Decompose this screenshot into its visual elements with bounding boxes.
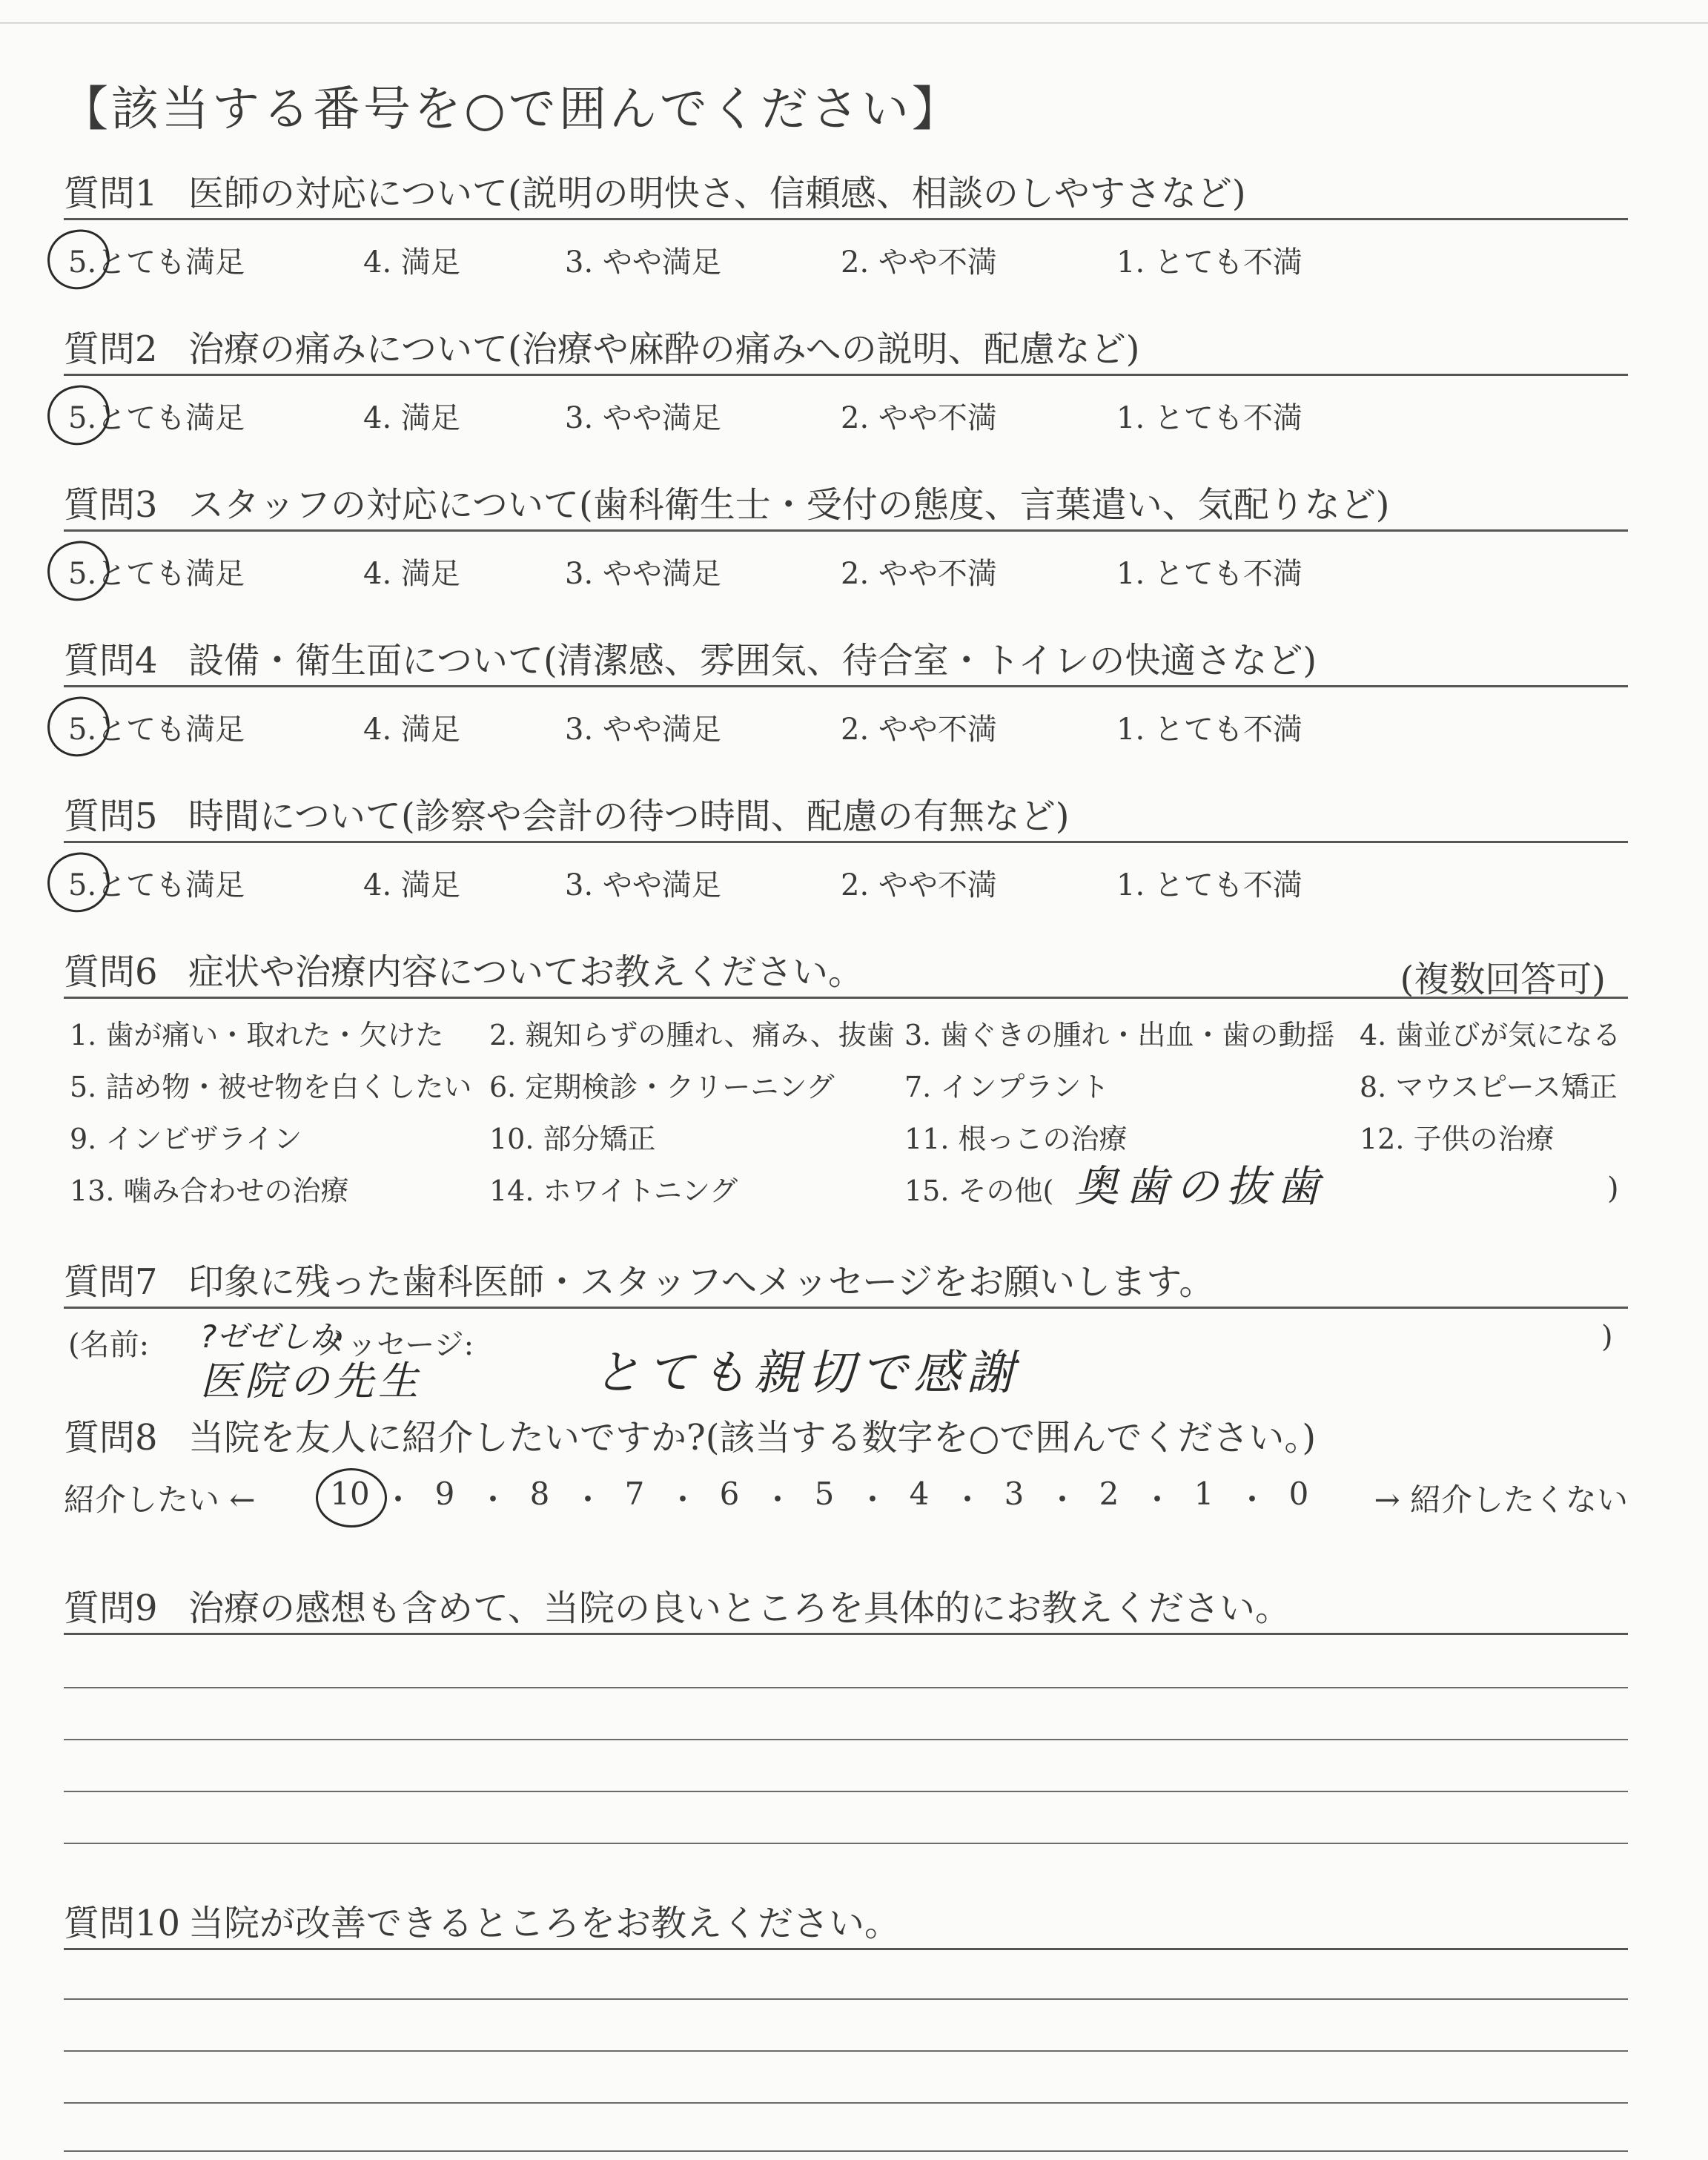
rating-option-2[interactable]: 2. やや不満 [841,245,997,280]
question-2 [64,328,1628,376]
scale-value-0[interactable]: 0 [1288,1476,1309,1512]
multiple-answers-note: (複数回答可) [1400,959,1606,1000]
message-handwritten: とても親切で感謝 [593,1346,1020,1401]
rating-option-5[interactable] [68,862,245,904]
rating-option-5[interactable] [68,550,245,592]
scale-value-3[interactable]: 3 [1004,1476,1025,1512]
question-7 [64,1261,1628,1309]
question-6 [64,951,1628,999]
rating-option-2[interactable]: 2. やや不満 [841,401,997,435]
question-9-title [64,1587,1628,1633]
question-1 [64,172,1628,220]
rating-option-5[interactable] [68,706,245,748]
question-8 [64,1416,1628,1462]
scale-value-8[interactable]: 8 [529,1476,550,1512]
scale-value-10[interactable]: 10 [330,1476,370,1512]
checklist-item-12[interactable]: 12. 子供の治療 [1360,1123,1555,1155]
answer-line[interactable] [64,2150,1628,2152]
question-number: 質問7 [64,1261,158,1303]
rating-options [64,394,1398,439]
rating-option-4[interactable]: 4. 満足 [363,868,460,902]
answer-line[interactable] [64,2102,1628,2104]
other-handwritten-answer: 奥歯の抜歯 [1075,1161,1328,1212]
scale-separator: ・ [1237,1482,1268,1518]
top-rule [0,22,1708,24]
checklist-item-4[interactable]: 4. 歯並びが気になる [1360,1019,1621,1051]
question-7-title [64,1261,1628,1307]
rating-option-5[interactable] [68,239,245,281]
question-4 [64,639,1628,687]
rating-option-5[interactable] [68,394,245,437]
checklist-item-11[interactable]: 11. 根っこの治療 [904,1123,1128,1155]
question-5 [64,795,1628,843]
question-number: 質問8 [64,1417,158,1459]
scale-separator: ・ [572,1482,604,1518]
rating-options [64,239,1398,283]
checklist-item-6[interactable]: 6. 定期検診・クリーニング [489,1071,835,1103]
referral-scale [64,1476,1628,1527]
question-5-title [64,795,1628,841]
rating-option-2[interactable]: 2. やや不満 [841,557,997,591]
question-text: 症状や治療内容についてお教えください。 [188,951,864,993]
scale-separator: ・ [857,1482,889,1518]
question-number: 質問9 [64,1588,158,1629]
other-close-paren: ) [1607,1172,1619,1206]
question-number: 質問4 [64,640,158,681]
question-number: 質問3 [64,484,158,526]
checklist-item-14[interactable]: 14. ホワイトニング [489,1175,738,1207]
rating-option-4[interactable]: 4. 満足 [363,245,460,280]
scale-value-2[interactable]: 2 [1099,1476,1119,1512]
question-text: 当院が改善できるところをお教えください。 [188,1903,901,1944]
answer-line[interactable] [64,1791,1628,1792]
question-1-title [64,172,1628,218]
question-text: 治療の痛みについて(治療や麻酔の痛みへの説明、配慮など) [188,328,1140,370]
rating-option-label: 5.とても満足 [68,713,245,747]
question-text: 治療の感想も含めて、当院の良いところを具体的にお教えください。 [188,1588,1291,1629]
question-6-title [64,951,1628,997]
question-9 [64,1587,1628,1635]
rating-options [64,706,1398,750]
rating-option-4[interactable]: 4. 満足 [363,401,460,435]
question-8-title [64,1416,1628,1462]
rating-option-1[interactable]: 1. とても不満 [1116,557,1302,591]
message-close-paren: ) [1601,1320,1613,1354]
question-text: 時間について(診察や会計の待つ時間、配慮の有無など) [188,796,1070,837]
question-number: 質問2 [64,328,158,370]
checklist-item-13[interactable]: 13. 噛み合わせの治療 [70,1175,349,1207]
rating-option-3[interactable]: 3. やや満足 [565,713,721,747]
name-handwritten-line2: 医院の先生 [200,1358,423,1404]
rating-option-3[interactable]: 3. やや満足 [565,401,721,435]
name-handwritten-line1: ?ゼゼしか [200,1318,342,1355]
question-text: 医師の対応について(説明の明快さ、信頼感、相談のしやすさなど) [188,173,1246,214]
rating-option-3[interactable]: 3. やや満足 [565,868,721,902]
scale-separator: ・ [477,1482,509,1518]
form-instruction-header: 【該当する番号を○で囲んでください】 [61,82,962,137]
checklist-item-1[interactable]: 1. 歯が痛い・取れた・欠けた [70,1019,444,1051]
name-label: (名前: [68,1328,150,1362]
scale-left-label: 紹介したい ← [64,1482,256,1518]
answer-line[interactable] [64,1687,1628,1688]
checklist-item-8[interactable]: 8. マウスピース矯正 [1360,1071,1618,1103]
rating-option-1[interactable]: 1. とても不満 [1116,868,1302,902]
rating-option-label: 5.とても満足 [68,868,245,902]
rating-option-4[interactable]: 4. 満足 [363,557,460,591]
checklist-item-7[interactable]: 7. インプラント [904,1071,1110,1103]
scale-separator: ・ [667,1482,699,1518]
scale-value-4[interactable]: 4 [909,1476,930,1512]
scale-separator: ・ [952,1482,984,1518]
rating-option-3[interactable]: 3. やや満足 [565,245,721,280]
rating-option-label: 5.とても満足 [68,401,245,435]
checklist-item-2[interactable]: 2. 親知らずの腫れ、痛み、抜歯 [489,1019,895,1051]
scale-separator: ・ [1047,1482,1079,1518]
question-2-title [64,328,1628,374]
checklist-item-5[interactable]: 5. 詰め物・被せ物を白くしたい [70,1071,472,1103]
question-text: 印象に残った歯科医師・スタッフへメッセージをお願いします。 [188,1261,1215,1303]
scale-value-6[interactable]: 6 [719,1476,740,1512]
symptom-checklist [70,1012,1626,1227]
checklist-item-9[interactable]: 9. インビザライン [70,1123,302,1155]
scale-value-1[interactable]: 1 [1194,1476,1214,1512]
question-10-title [64,1902,1628,1948]
question-text: 設備・衛生面について(清潔感、雰囲気、待合室・トイレの快適さなど) [188,640,1317,681]
rating-option-label: 5.とても満足 [68,557,245,591]
answer-line[interactable] [64,2050,1628,2052]
answer-line[interactable] [64,1843,1628,1844]
rating-options [64,862,1398,906]
question-4-title [64,639,1628,685]
rating-option-2[interactable]: 2. やや不満 [841,868,997,902]
question-10 [64,1902,1628,1950]
question-number: 質問1 [64,173,158,214]
scale-value-9[interactable]: 9 [434,1476,455,1512]
question-number: 質問5 [64,796,158,837]
scale-value-7[interactable]: 7 [624,1476,645,1512]
rating-option-label: 5.とても満足 [68,245,245,280]
rating-option-3[interactable]: 3. やや満足 [565,557,721,591]
rating-option-1[interactable]: 1. とても不満 [1116,713,1302,747]
question-number: 質問10 [64,1903,181,1944]
rating-option-1[interactable]: 1. とても不満 [1116,401,1302,435]
question-text: スタッフの対応について(歯科衛生士・受付の態度、言葉遣い、気配りなど) [188,484,1390,526]
question-3-title [64,483,1628,529]
message-label: メッセージ: [317,1328,474,1362]
scale-right-label: → 紹介したくない [1374,1482,1628,1518]
rating-option-2[interactable]: 2. やや不満 [841,713,997,747]
question-number: 質問6 [64,951,158,993]
rating-option-4[interactable]: 4. 満足 [363,713,460,747]
checklist-item-15[interactable]: 15. その他( [904,1175,1054,1207]
answer-line[interactable] [64,1739,1628,1740]
rating-option-1[interactable]: 1. とても不満 [1116,245,1302,280]
scale-separator: ・ [762,1482,794,1518]
scale-value-5[interactable]: 5 [814,1476,835,1512]
question-text: 当院を友人に紹介したいですか?(該当する数字を○で囲んでください。) [188,1417,1317,1459]
scale-separator: ・ [383,1482,414,1518]
checklist-item-10[interactable]: 10. 部分矯正 [489,1123,656,1155]
answer-line[interactable] [64,1998,1628,2000]
scale-separator: ・ [1142,1482,1174,1518]
rating-options [64,550,1398,595]
checklist-item-3[interactable]: 3. 歯ぐきの腫れ・出血・歯の動揺 [904,1019,1335,1051]
question-3 [64,483,1628,532]
